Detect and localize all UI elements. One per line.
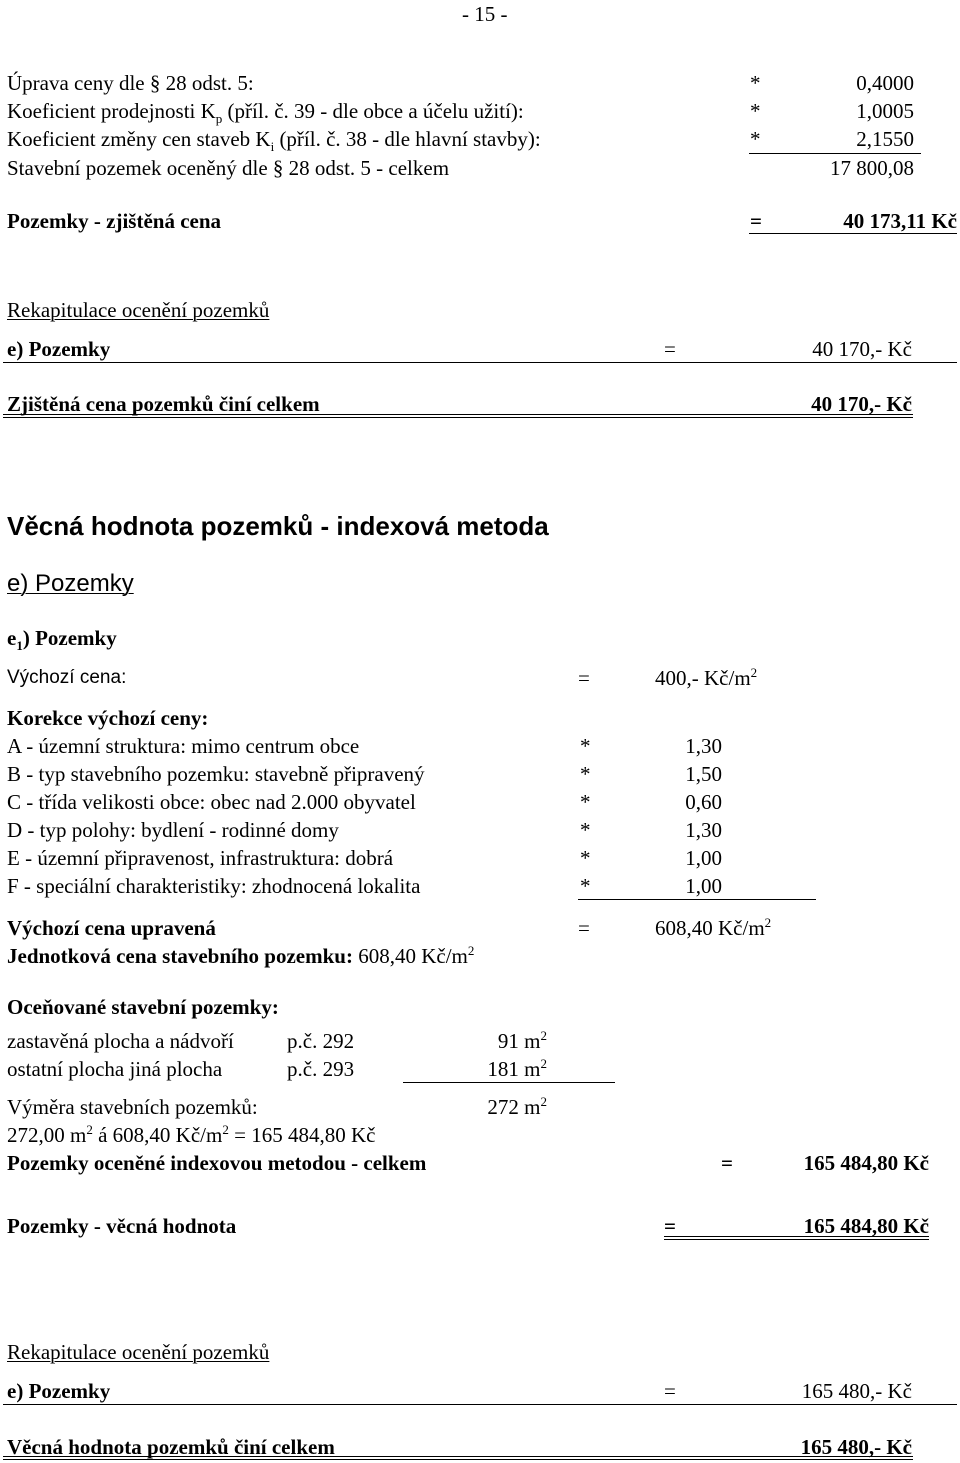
uprava-row-op: *	[750, 127, 761, 151]
zjistena-op: =	[750, 209, 762, 233]
indexove-label: Pozemky oceněné indexovou metodou - celkem	[7, 1151, 427, 1175]
uprava-total-value: 17 800,08	[830, 156, 914, 180]
korekce-value: 1,50	[685, 762, 722, 786]
rekap2-item-rule	[3, 1404, 957, 1405]
korekce-label: D - typ polohy: bydlení - rodinné domy	[7, 818, 339, 842]
parcel-area: 181 $m^2$	[487, 1056, 547, 1081]
parcel-area: 91 $m^2$	[497, 1028, 547, 1053]
rekap1-title: Rekapitulace ocenění pozemků	[7, 298, 270, 322]
calc-line: 272,00 $m^2$ á 608,40 $Kč/m^2 = 165$ 484,80 Kč	[7, 1122, 376, 1147]
rekap2-item-value: 165 480,- Kč	[801, 1379, 912, 1403]
indexove-op: =	[721, 1151, 733, 1175]
parcel-number: p.č. 292	[287, 1029, 355, 1053]
rekap1-item-op: =	[664, 337, 676, 361]
jednotkova-cena: Jednotková cena stavebního pozemku: 608,40 $Kč/m^2$	[7, 943, 475, 968]
korekce-op: *	[580, 790, 591, 814]
ocenovane-title: Oceňované stavební pozemky:	[7, 995, 279, 1019]
uprava-total-label: Stavební pozemek oceněný dle § 28 odst. 5 - celkem	[7, 156, 450, 180]
section-sign-icon: §	[149, 71, 161, 95]
upravena-value: 608,40 $Kč/m^2$	[655, 915, 772, 940]
korekce-value: 1,00	[685, 874, 722, 898]
hodnota-value: 165 484,80 Kč	[803, 1214, 929, 1238]
korekce-value: 1,30	[685, 818, 722, 842]
uprava-row-label: Úprava ceny dle § 28 odst. 5:	[7, 71, 254, 95]
vymera-label: Výměra stavebních pozemků:	[7, 1095, 258, 1119]
rekap1-item-value: 40 170,- Kč	[812, 337, 912, 361]
rekap1-total-rule-2	[3, 417, 913, 418]
section-sign-icon: §	[272, 156, 284, 180]
vychozi-value: 400,- $Kč/m^2$	[655, 665, 758, 690]
korekce-label: C - třída velikosti obce: obec nad 2.000 obyvatel	[7, 790, 416, 814]
korekce-op: *	[580, 762, 591, 786]
korekce-value: 1,30	[685, 734, 722, 758]
rekap2-total-rule-2	[3, 1459, 913, 1460]
parcels-sum-rule	[403, 1082, 615, 1083]
zjistena-rule	[749, 233, 957, 234]
rekap2-item-op: =	[664, 1379, 676, 1403]
hodnota-rule	[664, 1236, 929, 1237]
rekap1-total-rule	[3, 414, 913, 415]
zjistena-label: Pozemky - zjištěná cena	[7, 209, 222, 233]
rekap1-item-rule	[3, 362, 957, 363]
vychozi-label: Výchozí cena:	[7, 667, 127, 688]
korekce-op: *	[580, 874, 591, 898]
rekap1-item-label: e) Pozemky	[7, 337, 111, 361]
parcel-number: p.č. 293	[287, 1057, 355, 1081]
korekce-value: 0,60	[685, 790, 722, 814]
parcel-name: zastavěná plocha a nádvoří	[7, 1029, 234, 1053]
hodnota-op: =	[664, 1214, 676, 1238]
uprava-row-value: 2,1550	[856, 127, 914, 151]
korekce-op: *	[580, 818, 591, 842]
korekce-label: F - speciální charakteristiky: zhodnocená lokalita	[7, 874, 421, 898]
korekce-op: *	[580, 734, 591, 758]
vymera-value: 272 $m^2$	[487, 1094, 547, 1119]
uprava-row-value: 1,0005	[856, 99, 914, 123]
rekap2-item-label: e) Pozemky	[7, 1379, 111, 1403]
korekce-sum-rule	[578, 899, 816, 900]
hodnota-rule-2	[664, 1239, 929, 1240]
uprava-row-label: Koeficient prodejnosti $K_p$ (příl. č. 39 - dle obce a účelu užití):	[7, 99, 524, 127]
uprava-row-label: Koeficient změny cen staveb $K_i$ (příl. č. 38 - dle hlavní stavby):	[7, 127, 541, 155]
indexove-value: 165 484,80 Kč	[803, 1151, 929, 1175]
rekap2-total-rule	[3, 1456, 913, 1457]
korekce-label: B - typ stavebního pozemku: stavebně připravený	[7, 762, 425, 786]
korekce-op: *	[580, 846, 591, 870]
rekap2-total-label: Věcná hodnota pozemků činí celkem	[7, 1435, 335, 1459]
uprava-row-op: *	[750, 99, 761, 123]
uprava-sum-rule	[749, 153, 921, 154]
rekap1-total-value: 40 170,- Kč	[811, 392, 912, 416]
korekce-label: E - územní připravenost, infrastruktura: dobrá	[7, 846, 394, 870]
page-number: - 15 -	[462, 2, 508, 26]
korekce-label: A - územní struktura: mimo centrum obce	[7, 734, 360, 758]
rekap2-total-value: 165 480,- Kč	[800, 1435, 912, 1459]
upravena-label: Výchozí cena upravená	[7, 916, 216, 940]
parcel-name: ostatní plocha jiná plocha	[7, 1057, 223, 1081]
uprava-row-op: *	[750, 71, 761, 95]
e1-heading: $e_1$) Pozemky	[7, 626, 117, 654]
hodnota-label: Pozemky - věcná hodnota	[7, 1214, 237, 1238]
upravena-op: =	[578, 916, 590, 940]
korekce-value: 1,00	[685, 846, 722, 870]
vecna-subheading: e) Pozemky	[7, 570, 134, 597]
vecna-heading: Věcná hodnota pozemků - indexová metoda	[7, 511, 549, 541]
rekap2-title: Rekapitulace ocenění pozemků	[7, 1340, 270, 1364]
rekap1-total-label: Zjištěná cena pozemků činí celkem	[7, 392, 320, 416]
zjistena-value: 40 173,11 Kč	[843, 209, 957, 233]
korekce-title: Korekce výchozí ceny:	[7, 706, 209, 730]
uprava-row-value: 0,4000	[856, 71, 914, 95]
vychozi-op: =	[578, 666, 590, 690]
